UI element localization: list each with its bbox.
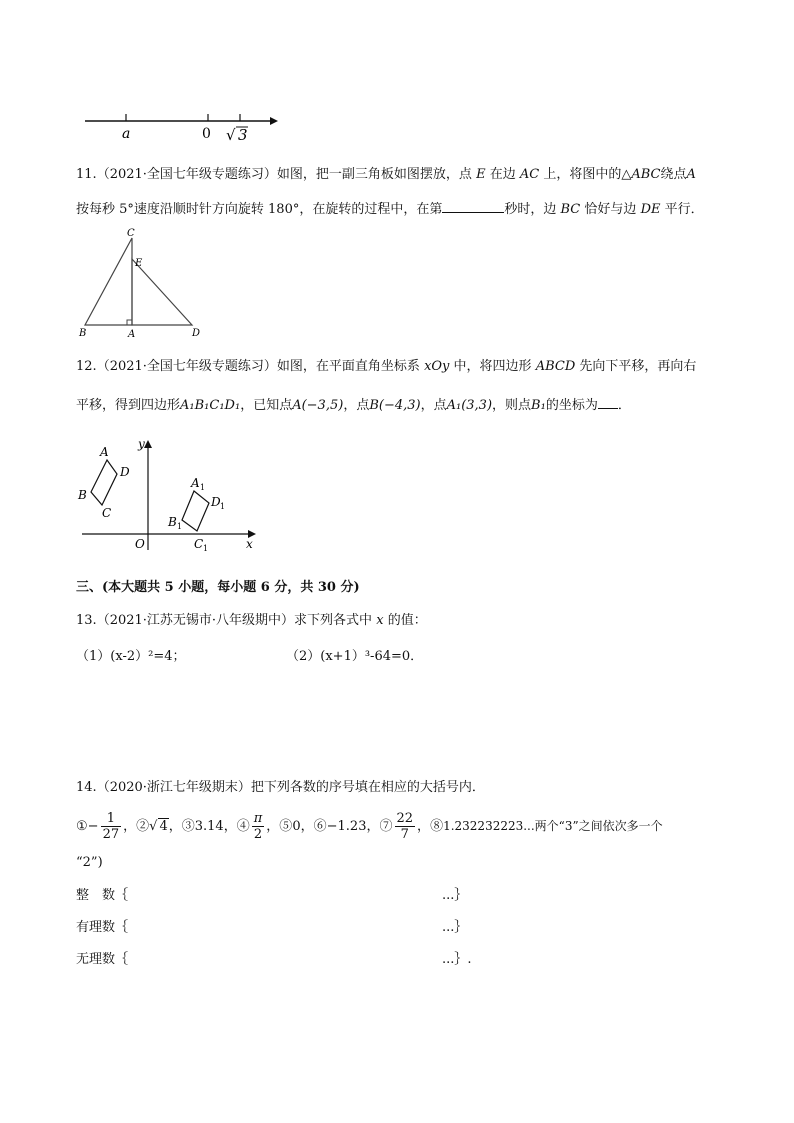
q12-point-a1: A₁(3,3) bbox=[446, 398, 493, 413]
q14-number: 14. bbox=[76, 780, 97, 795]
label-a: a bbox=[122, 126, 131, 142]
fig12-b: B bbox=[78, 488, 87, 502]
q12-text3: 先向下平移，再向右 bbox=[579, 359, 697, 374]
fig12-c1-sub: 1 bbox=[203, 544, 209, 553]
fig12-y: y bbox=[138, 438, 145, 451]
fig12-b1: B bbox=[168, 515, 177, 529]
circled-3: ③ bbox=[181, 819, 195, 834]
q11-de: DE bbox=[640, 202, 661, 217]
y-axis-arrow bbox=[144, 440, 152, 448]
fig11-d: D bbox=[192, 328, 201, 339]
fig11-c: C bbox=[127, 228, 135, 239]
q12-text1: 如图，在平面直角坐标系 bbox=[276, 359, 420, 374]
q12-answer-blank[interactable] bbox=[598, 394, 618, 409]
q12-b1: B₁ bbox=[531, 398, 546, 413]
quad-a1b1c1d1 bbox=[182, 491, 209, 531]
q12-line2b: ，已知点 bbox=[240, 398, 293, 413]
q11-text3: 上，将图中的△ bbox=[543, 167, 632, 182]
q12-a1b1c1d1: A₁B₁C₁D₁ bbox=[180, 398, 241, 413]
fraction-numerator: 22 bbox=[396, 811, 414, 826]
circled-1: ① bbox=[76, 819, 88, 834]
fig12-d1: D bbox=[211, 495, 221, 509]
q13-text2: 的值： bbox=[387, 613, 427, 628]
fraction-denominator: 27 bbox=[102, 827, 120, 842]
set-label: 整 数｛ bbox=[76, 888, 129, 903]
minus-sign: − bbox=[87, 819, 99, 834]
number-line-arrow bbox=[270, 117, 278, 125]
q12-point-b: B(−4,3) bbox=[369, 398, 421, 413]
label-sqrt3: 3 bbox=[238, 126, 248, 144]
fraction-denominator: 2 bbox=[253, 827, 263, 842]
circled-8: ⑧ bbox=[430, 819, 444, 834]
q11-point-e: E bbox=[476, 167, 486, 182]
fraction-pi-2 bbox=[252, 811, 265, 842]
q13-line1 bbox=[76, 611, 427, 631]
fig11-e: E bbox=[135, 258, 143, 269]
fraction-1-27 bbox=[101, 811, 122, 842]
fig12-b1-sub: 1 bbox=[177, 522, 183, 531]
q12-text2: 中，将四边形 bbox=[453, 359, 532, 374]
q11-bc: BC bbox=[560, 202, 581, 217]
q11-number: 11. bbox=[76, 167, 97, 182]
q11-text1: 如图，把一副三角板如图摆放，点 bbox=[276, 167, 472, 182]
fraction-numerator: π bbox=[253, 811, 263, 826]
fig12-a1-sub: 1 bbox=[200, 483, 206, 492]
sqrt-sign: √ bbox=[149, 819, 158, 834]
q14-text: 把下列各数的序号填在相应的大括号内． bbox=[250, 780, 485, 795]
q14-line3: “2”) bbox=[76, 855, 103, 870]
fraction-22-7 bbox=[395, 811, 416, 842]
q12-line2e: ，则点 bbox=[492, 398, 532, 413]
q14-line1 bbox=[76, 778, 485, 798]
separator: ， bbox=[366, 819, 380, 834]
set-end: ...｝ bbox=[442, 888, 468, 903]
q12-point-a: A(−3,5) bbox=[292, 398, 344, 413]
fraction-denominator: 7 bbox=[400, 827, 409, 842]
q13-x: x bbox=[376, 613, 384, 628]
q13-number: 13. bbox=[76, 613, 97, 628]
fraction-numerator: 1 bbox=[101, 811, 122, 827]
fig12-c1: C bbox=[194, 537, 204, 551]
q11-answer-blank[interactable] bbox=[442, 198, 504, 213]
fig12-a1: A bbox=[191, 476, 200, 490]
fig12-o: O bbox=[135, 537, 145, 551]
q12-line2c: ，点 bbox=[343, 398, 370, 413]
set-label: 无理数｛ bbox=[76, 952, 129, 967]
q14-source: （2020·浙江七年级期末） bbox=[96, 780, 251, 795]
q11-abc: ABC bbox=[631, 167, 661, 182]
section-3-title: 三、(本大题共 5 小题，每小题 6 分，共 30 分) bbox=[76, 580, 360, 595]
q13-text: 求下列各式中 bbox=[294, 613, 373, 628]
q14-numbers-line bbox=[76, 806, 663, 847]
label-sqrt3-sign: √ bbox=[226, 126, 236, 144]
number-line-figure bbox=[80, 108, 280, 148]
circled-5: ⑤ bbox=[279, 819, 293, 834]
set-row-integers bbox=[76, 886, 476, 906]
q11-text2: 在边 bbox=[489, 167, 516, 182]
circled-4: ④ bbox=[236, 819, 250, 834]
q12-source: （2021·全国七年级专题练习） bbox=[96, 359, 277, 374]
fig11-b: B bbox=[79, 328, 87, 339]
circled-7: ⑦ bbox=[379, 819, 393, 834]
q11-line1 bbox=[76, 165, 696, 185]
q11-source: （2021·全国七年级专题练习） bbox=[96, 167, 277, 182]
q11-line2 bbox=[76, 198, 704, 220]
label-zero: 0 bbox=[202, 126, 211, 142]
q11-line2c: 恰好与边 bbox=[584, 202, 637, 217]
fig12-d: D bbox=[120, 465, 130, 479]
q12-line1 bbox=[76, 357, 696, 377]
q11-point-a: A bbox=[686, 167, 696, 182]
separator: ， bbox=[123, 819, 137, 834]
fig12-x: x bbox=[246, 537, 253, 551]
value-neg-1-23: −1.23 bbox=[326, 819, 367, 834]
q12-abcd: ABCD bbox=[535, 359, 576, 374]
circled-2: ② bbox=[136, 819, 150, 834]
q12-line2a: 平移，得到四边形 bbox=[76, 398, 181, 413]
fig11-a: A bbox=[128, 329, 136, 340]
separator: ， bbox=[417, 819, 431, 834]
circled-6: ⑥ bbox=[313, 819, 327, 834]
value-8: 1.232232223...两个“3”之间依次多一个 bbox=[443, 819, 663, 833]
set-row-irrationals bbox=[76, 950, 476, 970]
set-end: ...｝. bbox=[442, 952, 472, 967]
q11-text4: 绕点 bbox=[660, 167, 687, 182]
fig12-a: A bbox=[100, 445, 109, 459]
set-label: 有理数｛ bbox=[76, 920, 129, 935]
q13-part1: （1）(x-2）²=4； bbox=[76, 649, 186, 664]
separator: ， bbox=[168, 819, 182, 834]
triangle-abc bbox=[85, 238, 132, 325]
q11-ac: AC bbox=[519, 167, 540, 182]
right-angle-mark bbox=[127, 320, 132, 325]
q12-xoy: xOy bbox=[424, 359, 450, 374]
separator: ， bbox=[266, 819, 280, 834]
q11-line2d: 平行． bbox=[664, 202, 704, 217]
fig12-d1-sub: 1 bbox=[220, 502, 226, 511]
q12-line2g: ． bbox=[617, 398, 631, 413]
q13-source: （2021·江苏无锡市·八年级期中） bbox=[96, 613, 295, 628]
set-row-rationals bbox=[76, 918, 476, 938]
fig12-c: C bbox=[102, 506, 112, 520]
value-0: 0 bbox=[292, 819, 301, 834]
sqrt-4: 4 bbox=[159, 819, 168, 834]
q12-line2 bbox=[76, 394, 631, 416]
separator: ， bbox=[223, 819, 237, 834]
separator: ， bbox=[300, 819, 314, 834]
q11-line2a: 按每秒 5°速度沿顺时针方向旋转 180°，在旋转的过程中，在第 bbox=[76, 202, 443, 217]
q11-triangle-figure bbox=[76, 226, 216, 344]
q13-part2: （2）(x+1）³-64=0． bbox=[286, 649, 424, 664]
value-3-14: 3.14 bbox=[194, 819, 224, 834]
q12-line2d: ，点 bbox=[420, 398, 447, 413]
set-end: ...｝ bbox=[442, 920, 468, 935]
q12-number: 12. bbox=[76, 359, 97, 374]
quad-abcd bbox=[91, 460, 117, 505]
q12-line2f: 的坐标为 bbox=[545, 398, 598, 413]
q11-line2b: 秒时，边 bbox=[504, 202, 557, 217]
q12-coordinate-figure bbox=[76, 438, 266, 558]
